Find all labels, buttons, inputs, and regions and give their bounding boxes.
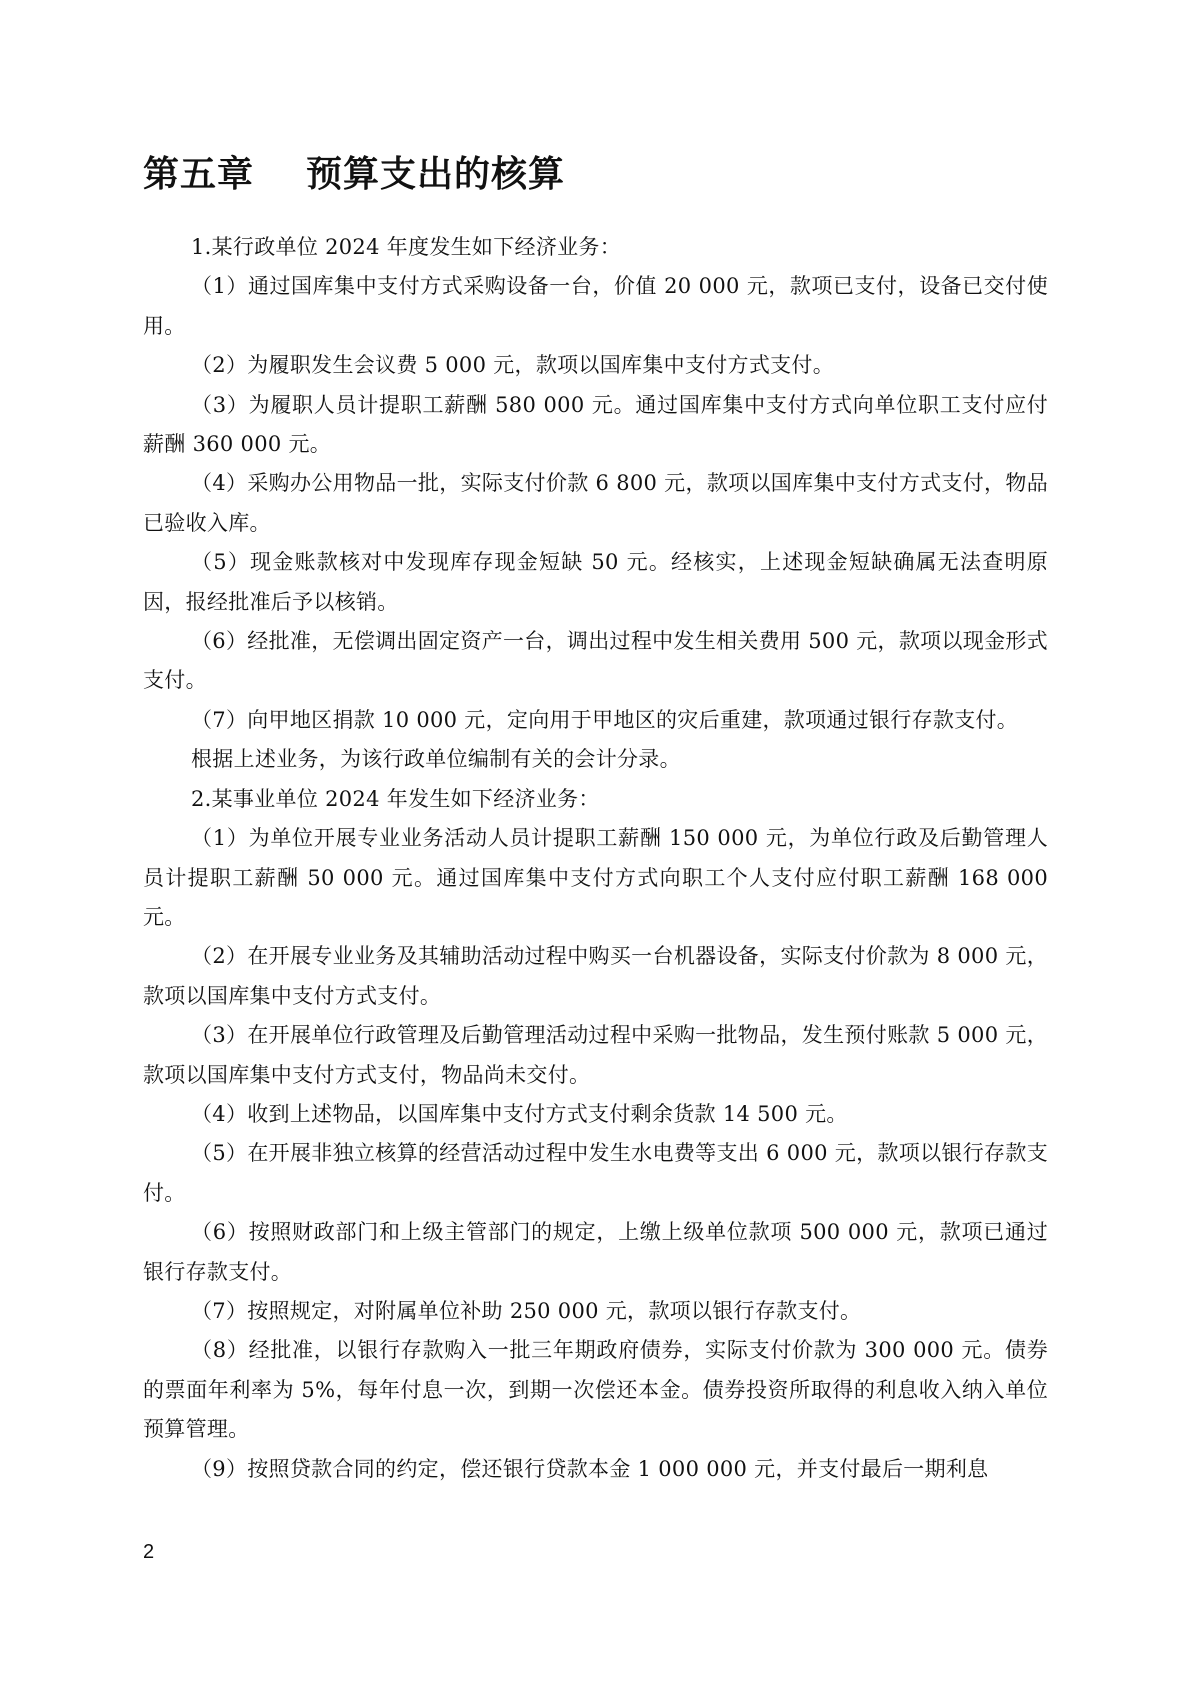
paragraph-q1-item-6: （6）经批准，无偿调出固定资产一台，调出过程中发生相关费用 500 元，款项以现金形式支付。: [143, 629, 1048, 693]
paragraph-q2-item-6: （6）按照财政部门和上级主管部门的规定，上缴上级单位款项 500 000 元，款项已通过银行存款支付。: [143, 1220, 1048, 1284]
paragraph-q1-requirement: 根据上述业务，为该行政单位编制有关的会计分录。: [191, 747, 681, 772]
paragraph-q2-intro: 2.某事业单位 2024 年发生如下经济业务：: [191, 786, 600, 811]
paragraph-q2-item-9: （9）按照贷款合同的约定，偿还银行贷款本金 1 000 000 元，并支付最后一期利息: [191, 1456, 989, 1481]
paragraph-q2-item-4: （4）收到上述物品，以国库集中支付方式支付剩余货款 14 500 元。: [191, 1101, 848, 1126]
paragraph-q1-item-4: （4）采购办公用物品一批，实际支付价款 6 800 元，款项以国库集中支付方式支付，物品已验收入库。: [143, 471, 1048, 535]
chapter-number: 第五章: [143, 154, 255, 195]
paragraph-q1-item-2: （2）为履职发生会议费 5 000 元，款项以国库集中支付方式支付。: [191, 353, 835, 378]
paragraph-q2-item-7: （7）按照规定，对附属单位补助 250 000 元，款项以银行存款支付。: [191, 1298, 862, 1323]
paragraph-q2-item-2: （2）在开展专业业务及其辅助活动过程中购买一台机器设备，实际支付价款为 8 000 元，款项以国库集中支付方式支付。: [143, 944, 1048, 1008]
paragraph-q1-item-7: （7）向甲地区捐款 10 000 元，定向用于甲地区的灾后重建，款项通过银行存款支付。: [191, 707, 1019, 732]
paragraph-q2-item-3: （3）在开展单位行政管理及后勤管理活动过程中采购一批物品，发生预付账款 5 000 元，款项以国库集中支付方式支付，物品尚未交付。: [143, 1023, 1048, 1087]
paragraph-q2-item-5: （5）在开展非独立核算的经营活动过程中发生水电费等支出 6 000 元，款项以银行存款支付。: [143, 1141, 1048, 1205]
paragraph-q2-item-1: （1）为单位开展专业业务活动人员计提职工薪酬 150 000 元，为单位行政及后勤管理人员计提职工薪酬 50 000 元。通过国库集中支付方式向职工个人支付应付职工薪酬 168 000 元。: [143, 826, 1048, 929]
paragraph-q1-item-1: （1）通过国库集中支付方式采购设备一台，价值 20 000 元，款项已支付，设备已交付使用。: [143, 274, 1048, 338]
chapter-title: 预算支出的核算: [306, 154, 566, 195]
paragraph-q2-item-8: （8）经批准，以银行存款购入一批三年期政府债券，实际支付价款为 300 000 元。债券的票面年利率为 5%，每年付息一次，到期一次偿还本金。债券投资所取得的利息收入纳入单位预算管理。: [143, 1338, 1048, 1442]
page-number: 2: [143, 1541, 155, 1563]
page-title: [143, 150, 565, 200]
paragraph-q1-item-3: （3）为履职人员计提职工薪酬 580 000 元。通过国库集中支付方式向单位职工支付应付薪酬 360 000 元。: [143, 392, 1048, 457]
paragraph-q1-intro: 1.某行政单位 2024 年度发生如下经济业务：: [191, 235, 622, 259]
body-text: [143, 228, 1048, 1489]
paragraph-q1-item-5: （5）现金账款核对中发现库存现金短缺 50 元。经核实，上述现金短缺确属无法查明原因，报经批准后予以核销。: [143, 550, 1048, 614]
